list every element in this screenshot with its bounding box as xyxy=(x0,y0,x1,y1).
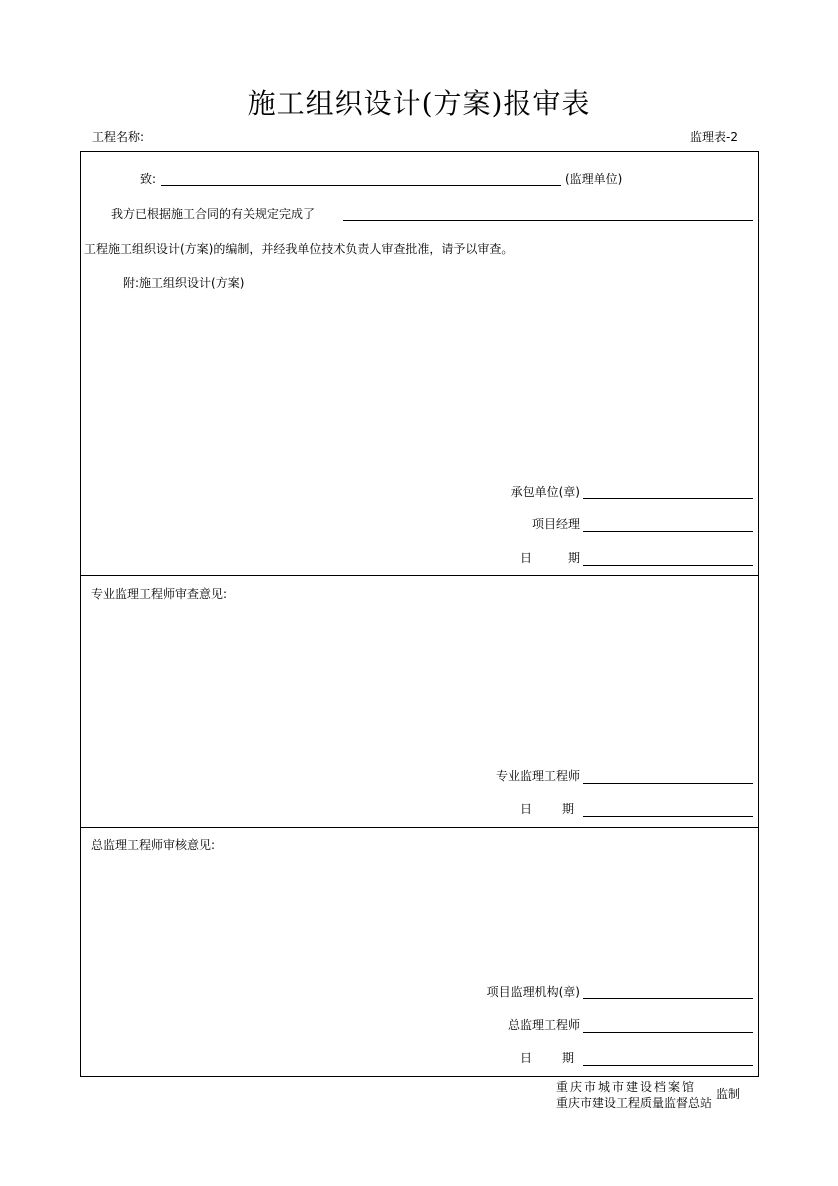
date-label-period: 期 xyxy=(562,1051,575,1065)
date-label-day: 日 xyxy=(520,802,533,816)
supervision-org-label: 项目监理机构(章) xyxy=(486,985,580,999)
chief-opinion-label: 总监理工程师审核意见: xyxy=(91,838,216,852)
specialist-engineer-field[interactable] xyxy=(583,783,753,784)
to-suffix: (监理单位) xyxy=(565,172,623,186)
chief-engineer-field[interactable] xyxy=(583,1032,753,1033)
specialist-opinion-label: 专业监理工程师审查意见: xyxy=(91,587,228,601)
footer-org-archive: 重庆市城市建设档案馆 xyxy=(556,1080,697,1094)
chief-engineer-label: 总监理工程师 xyxy=(507,1018,580,1032)
page-title: 施工组织设计(方案)报审表 xyxy=(247,87,591,120)
date-field-1[interactable] xyxy=(583,565,753,566)
contractor-seal-field[interactable] xyxy=(583,498,753,499)
attachment-text: 附:施工组织设计(方案) xyxy=(123,276,245,290)
date-label-period: 期 xyxy=(562,802,575,816)
project-manager-field[interactable] xyxy=(583,531,753,532)
supervision-org-field[interactable] xyxy=(583,998,753,999)
date-field-2[interactable] xyxy=(583,816,753,817)
supervisor-unit-field[interactable] xyxy=(161,185,561,186)
footer-suffix: 监制 xyxy=(716,1087,741,1101)
project-field[interactable] xyxy=(343,220,753,221)
date-field-3[interactable] xyxy=(583,1065,753,1066)
specialist-engineer-label: 专业监理工程师 xyxy=(495,769,580,783)
date-label-day: 日 xyxy=(520,1051,533,1065)
section-divider-2 xyxy=(80,827,759,828)
form-code: 监理表-2 xyxy=(690,130,738,144)
completion-statement: 我方已根据施工合同的有关规定完成了 xyxy=(111,207,316,221)
submission-statement: 工程施工组织设计(方案)的编制，并经我单位技术负责人审查批准，请予以审查。 xyxy=(84,242,514,256)
project-name-label: 工程名称: xyxy=(92,130,145,144)
date-label-period: 期 xyxy=(568,551,581,565)
to-label: 致: xyxy=(140,172,157,186)
date-label-day: 日 xyxy=(520,551,533,565)
footer-org-quality: 重庆市建设工程质量监督总站 xyxy=(556,1096,713,1110)
contractor-label: 承包单位(章) xyxy=(510,485,580,499)
project-manager-label: 项目经理 xyxy=(531,517,580,531)
section-divider-1 xyxy=(80,575,759,576)
